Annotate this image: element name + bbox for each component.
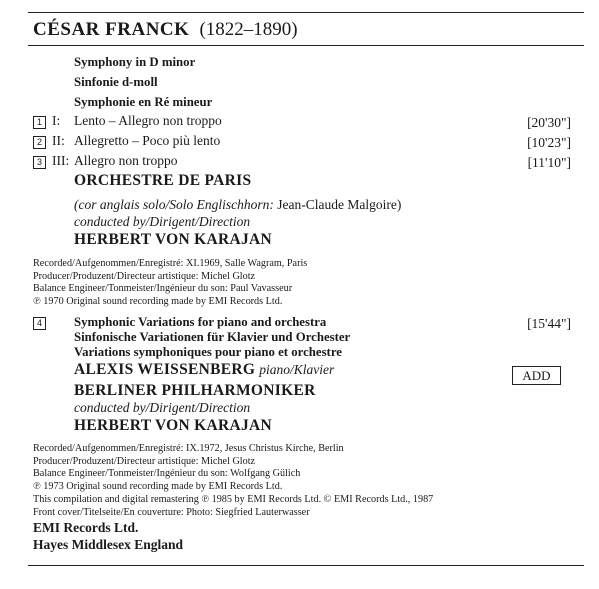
credit-line: Producer/Produzent/Directeur artistique: Michel Glotz (33, 270, 256, 282)
soloist-name: ALEXIS WEISSENBERG (74, 361, 256, 378)
work2-title-en: Symphonic Variations for piano and orchestra (74, 315, 327, 329)
work1-orchestra: ORCHESTRE DE PARIS (74, 172, 252, 189)
track-number-box: 2 (33, 136, 46, 149)
track-title: Allegro non troppo (74, 153, 178, 168)
work2-title-de: Sinfonische Variationen für Klavier und Orchester (74, 330, 351, 344)
work1-soloist (74, 197, 401, 213)
track-duration: [11'10"] (527, 155, 571, 170)
work2-conductor: HERBERT VON KARAJAN (74, 417, 273, 434)
track-title: Allegretto – Poco più lento (74, 133, 221, 148)
top-rule (28, 12, 584, 13)
company-address: Hayes Middlesex England (33, 537, 184, 552)
front-cover-line: Front cover/Titelseite/En couverture: Photo: Siegfried Lauterwasser (33, 506, 310, 518)
soloist-role: (cor anglais solo/Solo Englischhorn: (74, 197, 274, 212)
work1-credits (33, 258, 307, 308)
track-title: Lento – Allegro non troppo (74, 113, 222, 128)
credit-line: Balance Engineer/Tonmeister/Ingénieur du son: Wolfgang Gülich (33, 468, 301, 480)
company-name: EMI Records Ltd. (33, 520, 139, 535)
track-duration: [15'44"] (527, 316, 571, 331)
credit-line: Producer/Produzent/Directeur artistique: Michel Glotz (33, 455, 256, 467)
credit-line: ℗ 1973 Original sound recording made by EMI Records Ltd. (33, 480, 283, 492)
footer-notes (33, 494, 433, 519)
track-number-box: 1 (33, 116, 46, 129)
track-duration: [20'30"] (527, 115, 571, 130)
work1-title-fr: Symphonie en Ré mineur (74, 95, 213, 109)
title-rule (28, 45, 584, 46)
soloist-role: piano/Klavier (259, 362, 335, 377)
work1-conducted-by: conducted by/Dirigent/Direction (74, 214, 251, 229)
credit-line: Recorded/Aufgenommen/Enregistré: IX.1972, Jesus Christus Kirche, Berlin (33, 443, 344, 454)
work2-credits (33, 443, 344, 493)
work1-title-de: Sinfonie d-moll (74, 75, 158, 89)
work2-conducted-by: conducted by/Dirigent/Direction (74, 400, 251, 415)
composer-dates: (1822–1890) (199, 19, 298, 40)
work1-conductor: HERBERT VON KARAJAN (74, 231, 273, 248)
credit-line: Balance Engineer/Tonmeister/Ingénieur du son: Paul Vavasseur (33, 283, 293, 295)
credit-line: ℗ 1970 Original sound recording made by EMI Records Ltd. (33, 295, 283, 307)
compilation-line: This compilation and digital remastering ℗ 1985 by EMI Records Ltd. © EMI Records Ltd., 1987 (33, 494, 434, 505)
bottom-rule (28, 565, 584, 566)
page-title (33, 19, 298, 41)
soloist-name: Jean-Claude Malgoire) (277, 197, 402, 212)
work2-title-fr: Variations symphoniques pour piano et orchestre (74, 345, 342, 359)
composer-name: CÉSAR FRANCK (33, 19, 190, 40)
track-roman: I: (52, 113, 61, 128)
work2-orchestra: BERLINER PHILHARMONIKER (74, 382, 316, 399)
track-roman: II: (52, 133, 65, 148)
work2-soloist (74, 361, 334, 379)
credit-line: Recorded/Aufgenommen/Enregistré: XI.1969, Salle Wagram, Paris (33, 258, 308, 269)
track-number-box: 3 (33, 156, 46, 169)
work1-title-en: Symphony in D minor (74, 55, 196, 69)
add-badge: ADD (512, 366, 561, 385)
track-roman: III: (52, 153, 70, 168)
track-duration: [10'23"] (527, 135, 571, 150)
track-number-box: 4 (33, 317, 46, 330)
